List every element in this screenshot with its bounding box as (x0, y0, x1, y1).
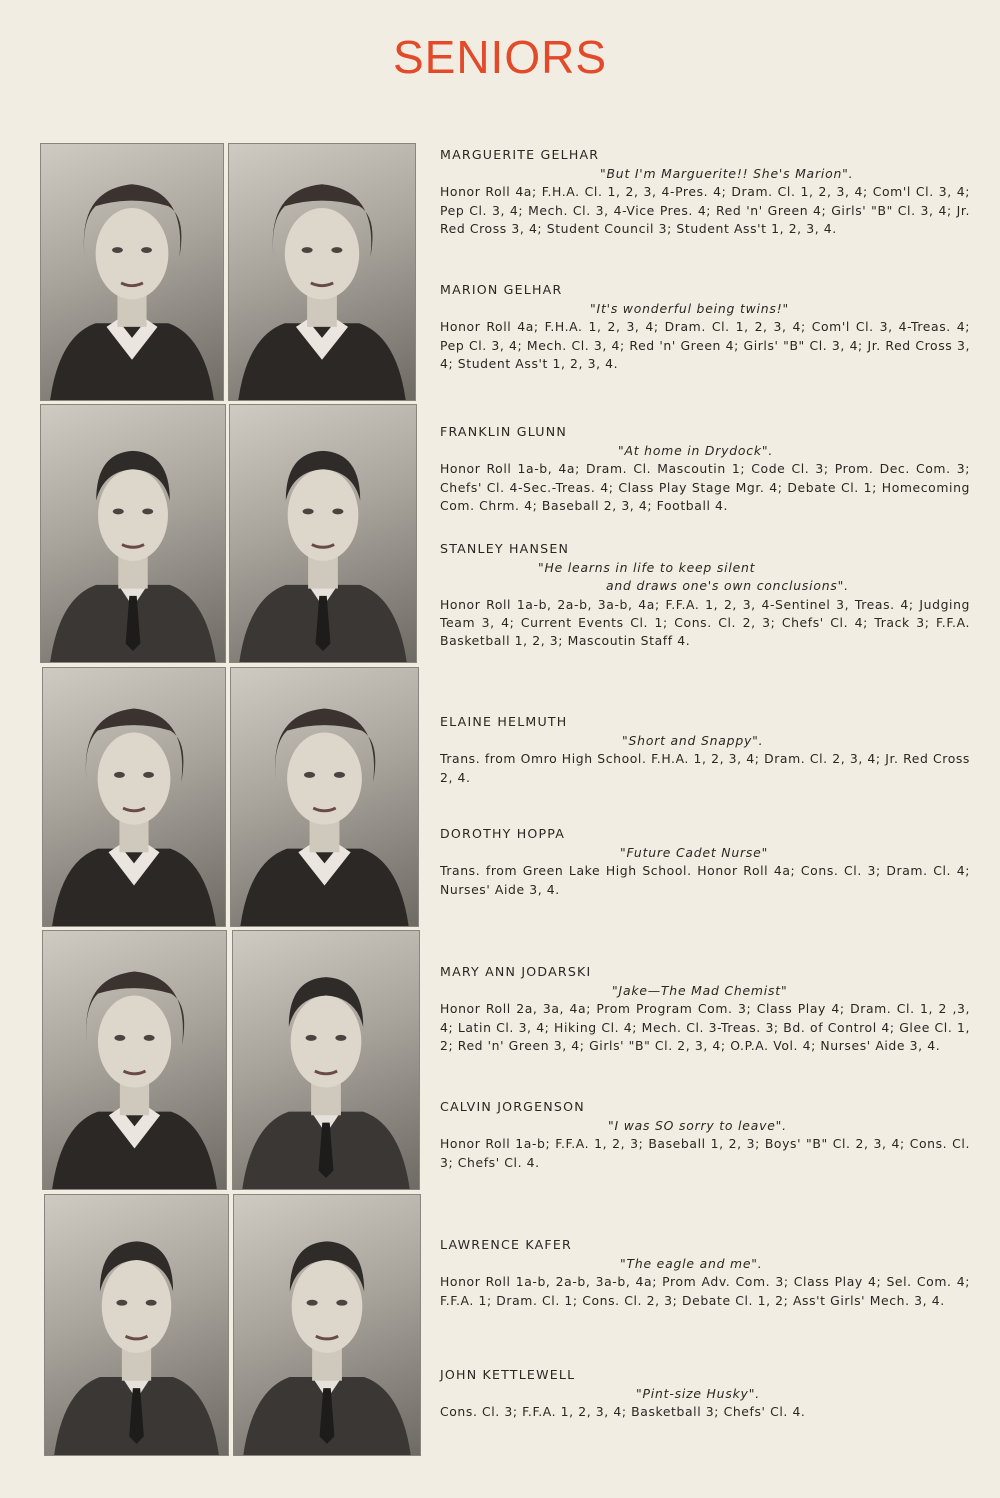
portrait-photo (42, 667, 226, 927)
senior-quote: "It's wonderful being twins!" (590, 301, 789, 317)
senior-quote: "I was SO sorry to leave". (608, 1118, 787, 1134)
senior-activities: Honor Roll 1a-b, 2a-b, 3a-b, 4a; Prom Adv. Com. 3; Class Play 4; Sel. Com. 4; F.F.A. 1; Dram. Cl. 1; Cons. Cl. 2, 3; Debate Cl. 1, 2; Ass't Girls' Mech. 3, 4. (440, 1274, 970, 1308)
portrait-photo (228, 143, 416, 401)
senior-name: MARGUERITE GELHAR (440, 147, 600, 162)
portrait-photo (230, 667, 419, 927)
senior-entry (440, 281, 970, 373)
portrait-photo (44, 1194, 229, 1456)
senior-activities: Honor Roll 4a; F.H.A. 1, 2, 3, 4; Dram. Cl. 1, 2, 3, 4; Com'l Cl. 3, 4-Treas. 4; Pep Cl. 3, 4; Mech. Cl. 3, 4; Red 'n' Green 4; Girls' "B" Cl. 3, 4; Jr. Red Cross 3, 4; Student Ass't 1, 2, 3, 4. (440, 319, 970, 371)
portrait-photo (229, 404, 417, 663)
senior-quote: "The eagle and me". (620, 1256, 763, 1272)
senior-quote: "At home in Drydock". (618, 443, 774, 459)
senior-activities: Trans. from Green Lake High School. Honor Roll 4a; Cons. Cl. 3; Dram. Cl. 4; Nurses' Aide 3, 4. (440, 863, 970, 897)
senior-entry (440, 540, 970, 650)
senior-entry (440, 1366, 970, 1422)
senior-entry (440, 825, 970, 899)
portrait-photo (233, 1194, 421, 1456)
senior-quote: "Short and Snappy". (622, 733, 764, 749)
senior-quote: "He learns in life to keep silent (538, 560, 756, 576)
senior-activities: Honor Roll 1a-b; F.F.A. 1, 2, 3; Baseball 1, 2, 3; Boys' "B" Cl. 2, 3, 4; Cons. Cl. 3; Chefs' Cl. 4. (440, 1136, 970, 1170)
senior-quote: "Pint-size Husky". (636, 1386, 760, 1402)
senior-name: ELAINE HELMUTH (440, 714, 568, 729)
senior-name: DOROTHY HOPPA (440, 826, 566, 841)
senior-activities: Honor Roll 2a, 3a, 4a; Prom Program Com. 3; Class Play 4; Dram. Cl. 1, 2 ,3, 4; Latin Cl. 3, 4; Hiking Cl. 4; Mech. Cl. 3-Treas. 3; Bd. of Control 4; Glee Cl. 1, 2; Red 'n' Green 3, 4; Girls' "B" Cl. 2, 3, 4; O.P.A. Vol. 4; Nurses' Aide 3, 4. (440, 1001, 970, 1053)
senior-entry (440, 423, 970, 515)
senior-activities: Honor Roll 1a-b, 4a; Dram. Cl. Mascoutin 1; Code Cl. 3; Prom. Dec. Com. 3; Chefs' Cl. 4-Sec.-Treas. 4; Class Play Stage Mgr. 4; Debate Cl. 1; Homecoming Com. Chrm. 4; Baseball 2, 3, 4; Football 4. (440, 461, 970, 513)
portrait-photo (40, 404, 226, 663)
senior-name: MARION GELHAR (440, 282, 563, 297)
senior-quote: "But I'm Marguerite!! She's Marion". (600, 166, 854, 182)
senior-name: FRANKLIN GLUNN (440, 424, 567, 439)
senior-entry (440, 713, 970, 787)
senior-name: JOHN KETTLEWELL (440, 1367, 576, 1382)
senior-entry (440, 146, 970, 238)
senior-quote: "Future Cadet Nurse" (620, 845, 769, 861)
senior-quote: "Jake—The Mad Chemist" (612, 983, 788, 999)
senior-name: STANLEY HANSEN (440, 541, 570, 556)
portrait-photo (40, 143, 224, 401)
senior-entry (440, 1236, 970, 1310)
portrait-photo (232, 930, 420, 1190)
portrait-photo (42, 930, 227, 1190)
senior-name: LAWRENCE KAFER (440, 1237, 572, 1252)
senior-entry (440, 1098, 970, 1172)
senior-activities: Cons. Cl. 3; F.F.A. 1, 2, 3, 4; Basketball 3; Chefs' Cl. 4. (440, 1404, 806, 1420)
senior-name: CALVIN JORGENSON (440, 1099, 585, 1114)
page-title: SENIORS (392, 31, 608, 83)
senior-entry (440, 963, 970, 1055)
senior-name: MARY ANN JODARSKI (440, 964, 592, 979)
senior-activities: Honor Roll 4a; F.H.A. Cl. 1, 2, 3, 4-Pres. 4; Dram. Cl. 1, 2, 3, 4; Com'l Cl. 3, 4; Pep Cl. 3, 4; Mech. Cl. 3, 4-Vice Pres. 4; Red 'n' Green 4; Girls' "B" Cl. 3, 4; Jr. Red Cross 3, 4; Student Council 3; Student Ass't 1, 2, 3, 4. (440, 184, 970, 236)
senior-activities: Trans. from Omro High School. F.H.A. 1, 2, 3, 4; Dram. Cl. 2, 3, 4; Jr. Red Cross 2, 4. (440, 751, 970, 785)
senior-quote-line-2: and draws one's own conclusions". (606, 578, 849, 594)
senior-activities: Honor Roll 1a-b, 2a-b, 3a-b, 4a; F.F.A. 1, 2, 3, 4-Sentinel 3, Treas. 4; Judging Team 3, 4; Current Events Cl. 1; Cons. Cl. 2, 3; Chefs' Cl. 4; Track 3; F.F.A. Basketball 1, 2, 3; Mascoutin Staff 4. (440, 596, 970, 649)
